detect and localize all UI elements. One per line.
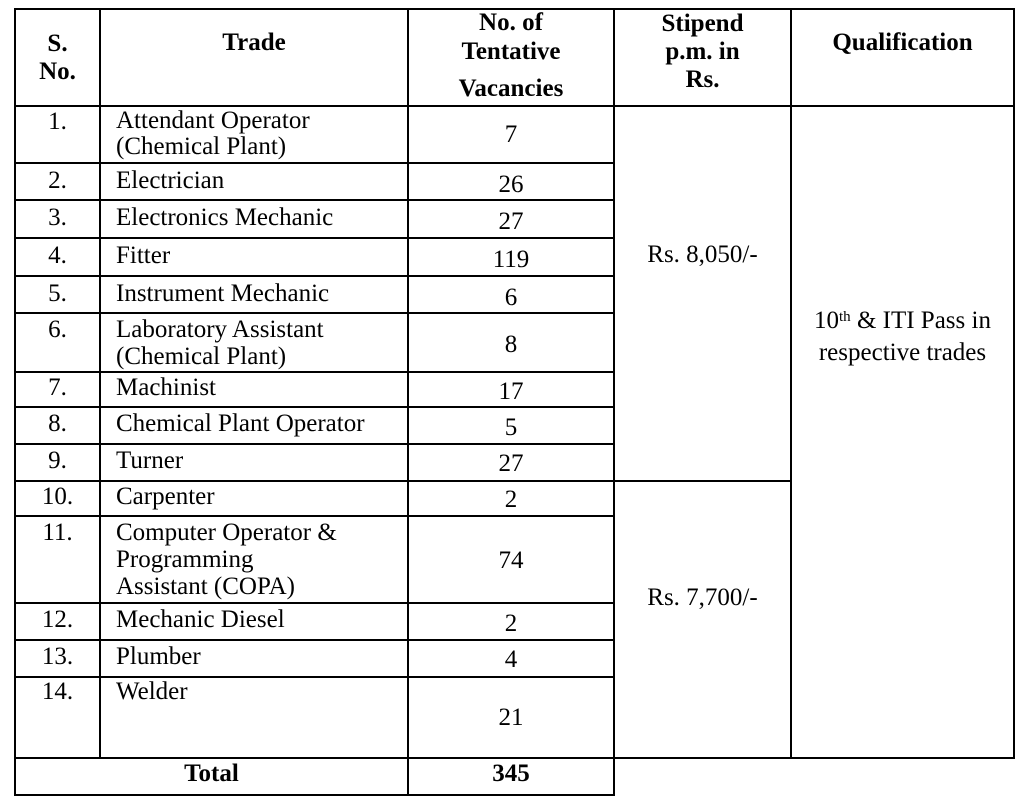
- row-4-sno: 4.: [48, 242, 67, 269]
- row-line-8: [14, 443, 615, 445]
- row-8-trade: Chemical Plant Operator: [116, 410, 365, 437]
- row-10-vacancies: 2: [504, 486, 518, 513]
- row-5-trade: Instrument Mechanic: [116, 280, 330, 307]
- total-value: 345: [492, 760, 530, 787]
- row-3-trade: Electronics Mechanic: [116, 204, 334, 231]
- row-11-sno: 11.: [42, 519, 73, 546]
- total-border-bottom: [14, 794, 615, 796]
- row-10-sno: 10.: [41, 483, 74, 510]
- col-divider-stipend: [790, 8, 792, 758]
- row-line-11: [14, 602, 615, 604]
- row-2-vacancies: 26: [498, 171, 524, 198]
- row-5-vacancies: 6: [504, 284, 518, 311]
- col-divider-sno: [99, 8, 101, 758]
- row-9-vacancies: 27: [498, 450, 524, 477]
- header-qualification: Qualification: [832, 29, 973, 56]
- row-10-trade: Carpenter: [116, 483, 215, 510]
- row-6-sno: 6.: [48, 316, 67, 343]
- qualification-text: 10th & ITI Pass in respective trades: [814, 307, 991, 366]
- header-vacancies: No. of Tentative Vacancies: [458, 9, 564, 102]
- table-border-right: [1013, 8, 1015, 758]
- row-13-vacancies: 4: [504, 646, 518, 673]
- row-8-vacancies: 5: [504, 414, 518, 441]
- row-line-1: [14, 162, 615, 164]
- table-border-bottom: [14, 757, 1015, 759]
- row-line-6: [14, 371, 615, 373]
- row-6-trade: Laboratory Assistant (Chemical Plant): [116, 316, 324, 370]
- row-2-trade: Electrician: [116, 167, 225, 194]
- row-9-trade: Turner: [116, 447, 184, 474]
- row-2-sno: 2.: [48, 167, 67, 194]
- row-7-trade: Machinist: [116, 374, 216, 401]
- row-6-vacancies: 8: [504, 331, 518, 358]
- row-12-trade: Mechanic Diesel: [116, 606, 285, 633]
- row-line-7: [14, 406, 615, 408]
- row-5-sno: 5.: [48, 280, 67, 307]
- row-line-9: [14, 480, 792, 482]
- row-line-10: [14, 515, 615, 517]
- stipend-group-2: Rs. 7,700/-: [647, 584, 758, 611]
- row-line-5: [14, 312, 615, 314]
- row-7-sno: 7.: [48, 374, 67, 401]
- row-11-trade: Computer Operator & Programming Assistant (COPA): [116, 519, 337, 600]
- row-4-trade: Fitter: [116, 242, 171, 269]
- header-stipend: Stipend p.m. in Rs.: [661, 10, 744, 93]
- total-label: Total: [184, 760, 239, 787]
- row-14-trade: Welder: [116, 678, 188, 705]
- row-4-vacancies: 119: [492, 246, 530, 273]
- row-14-sno: 14.: [41, 678, 74, 705]
- header-trade: Trade: [222, 29, 286, 56]
- header-sno: S. No.: [39, 30, 76, 85]
- row-1-vacancies: 7: [504, 121, 518, 148]
- row-11-vacancies: 74: [498, 547, 524, 574]
- row-14-vacancies: 21: [498, 704, 524, 731]
- stipend-group-1: Rs. 8,050/-: [647, 241, 758, 268]
- row-line-2: [14, 199, 615, 201]
- row-8-sno: 8.: [48, 410, 67, 437]
- row-12-sno: 12.: [41, 606, 74, 633]
- row-1-trade: Attendant Operator (Chemical Plant): [116, 107, 310, 160]
- row-line-3: [14, 237, 615, 239]
- row-line-12: [14, 639, 615, 641]
- row-3-sno: 3.: [48, 204, 67, 231]
- row-1-sno: 1.: [48, 108, 67, 135]
- row-13-trade: Plumber: [116, 643, 201, 670]
- row-9-sno: 9.: [48, 447, 67, 474]
- row-13-sno: 13.: [41, 643, 74, 670]
- row-line-4: [14, 275, 615, 277]
- row-12-vacancies: 2: [504, 610, 518, 637]
- row-7-vacancies: 17: [498, 378, 524, 405]
- row-3-vacancies: 27: [498, 208, 524, 235]
- row-line-13: [14, 676, 615, 678]
